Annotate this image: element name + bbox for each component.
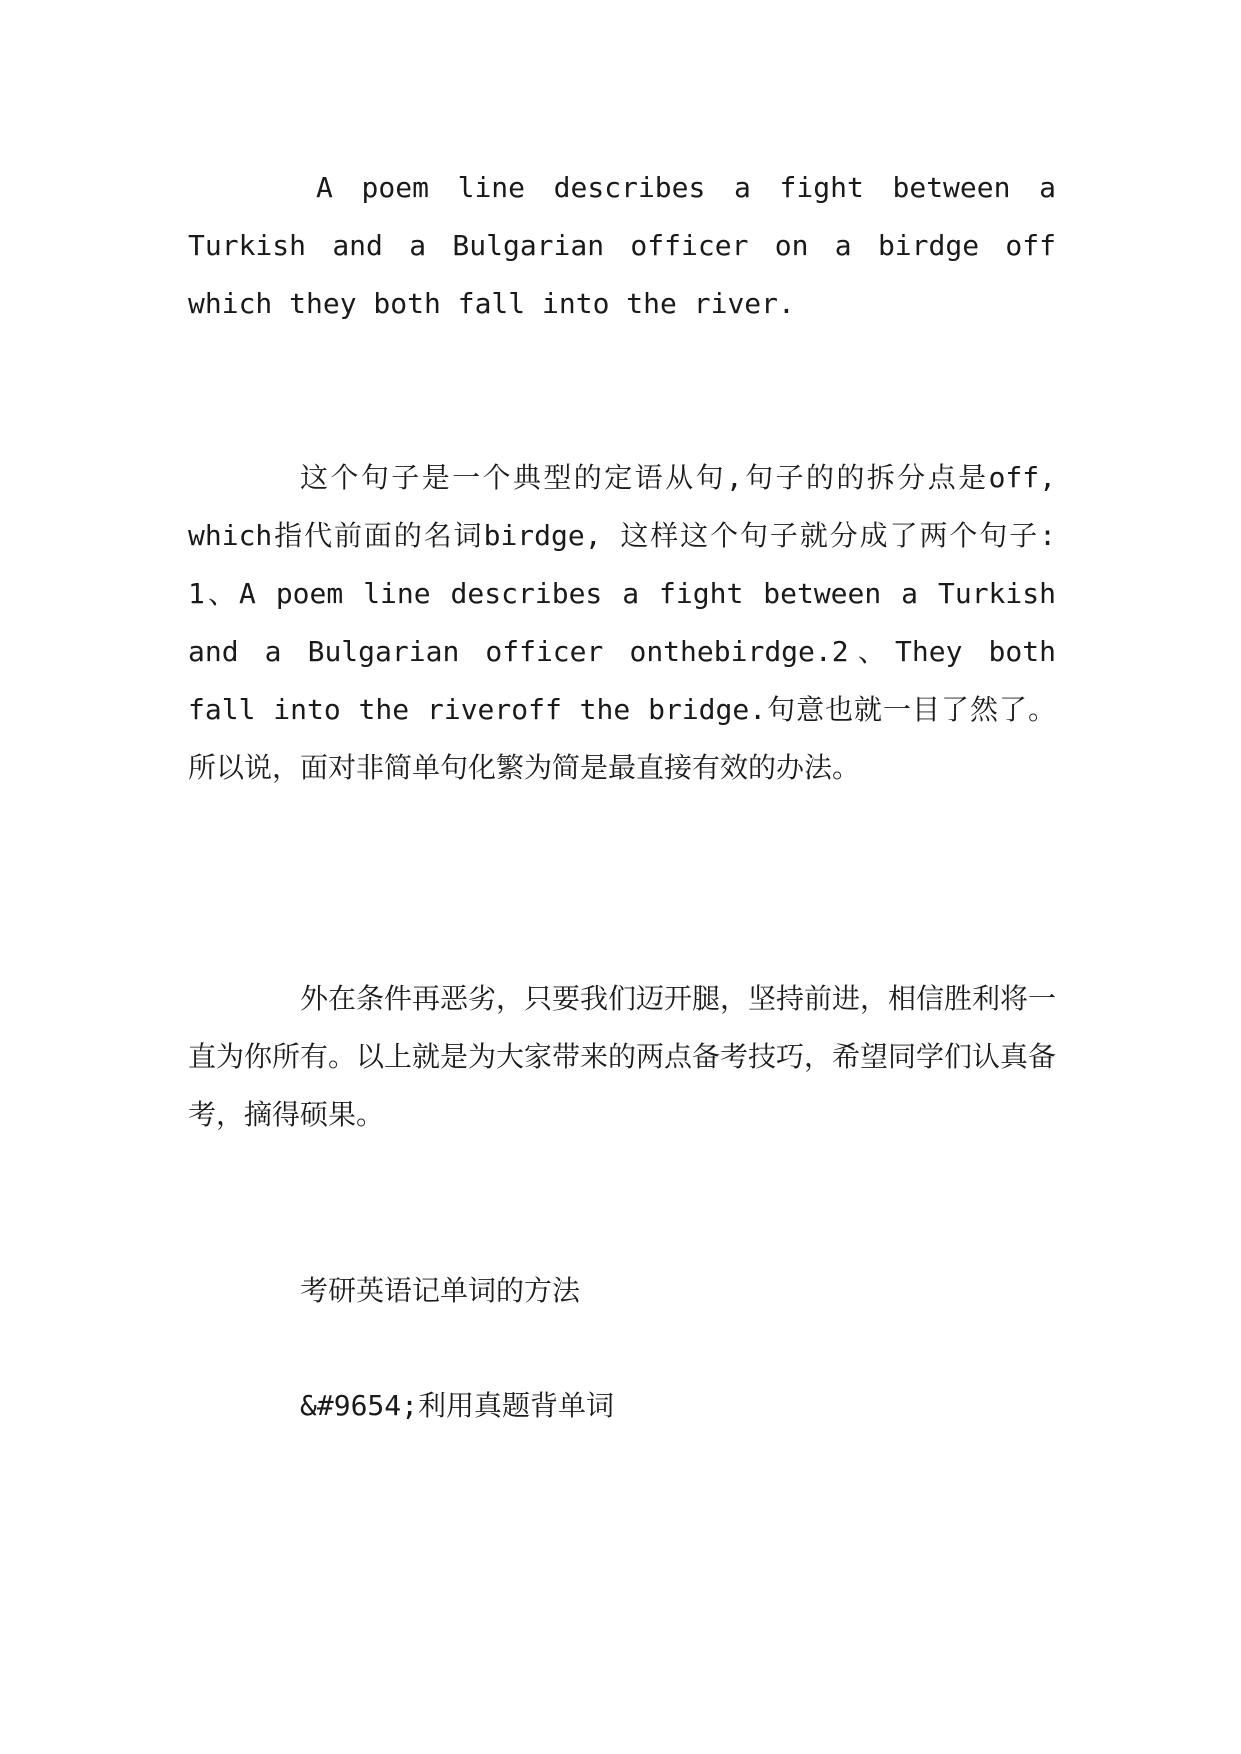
section-heading-vocabulary-methods: 考研英语记单词的方法	[300, 1274, 581, 1307]
paragraph-sentence-analysis: 这个句子是一个典型的定语从句,句子的的拆分点是off, which指代前面的名词birdge, 这样这个句子就分成了两个句子: 1、A poem line describes a fight between a Turkish and a Bulgarian officer onthebirdge.2、They both fall into the riveroff the bridge.句意也就一目了然了。所以说，面对非简单句化繁为简是最直接有效的办法。	[188, 461, 1056, 784]
paragraph-encouragement: 外在条件再恶劣，只要我们迈开腿，坚持前进，相信胜利将一直为你所有。以上就是为大家带来的两点备考技巧，希望同学们认真备考，摘得硕果。	[188, 982, 1057, 1131]
subheading-use-past-exams: &#9654;利用真题背单词	[300, 1389, 615, 1422]
paragraph-poem-line: A poem line describes a fight between a Turkish and a Bulgarian officer on a birdge off which they both fall into the river.	[188, 171, 1056, 320]
